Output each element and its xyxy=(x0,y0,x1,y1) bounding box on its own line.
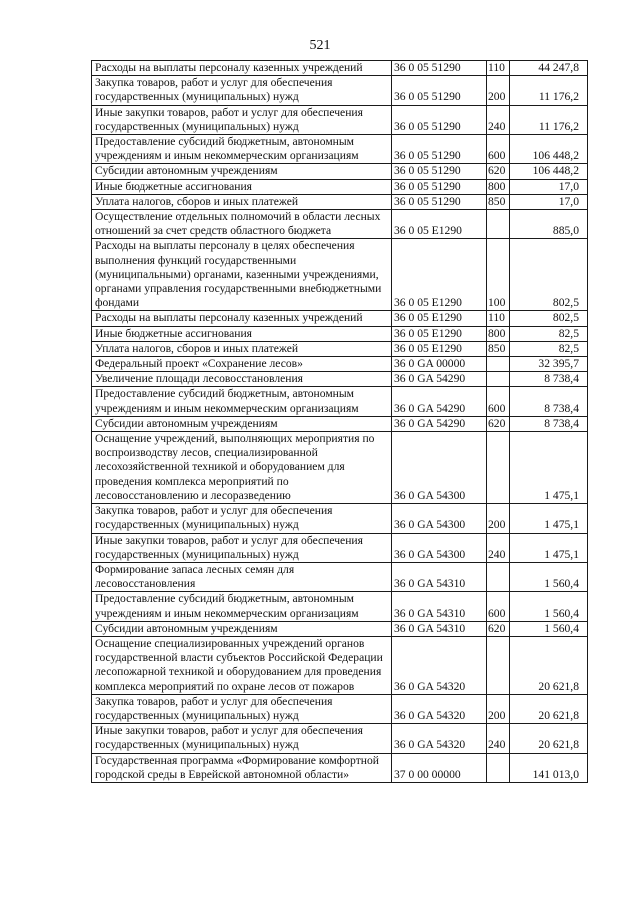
row-type-cell xyxy=(487,636,510,694)
row-sum-cell: 885,0 xyxy=(510,210,588,239)
row-name-cell: Иные бюджетные ассигнования xyxy=(92,179,392,194)
row-type-cell: 620 xyxy=(487,416,510,431)
row-type-cell: 800 xyxy=(487,179,510,194)
row-sum-cell: 141 013,0 xyxy=(510,753,588,782)
row-sum-cell: 1 560,4 xyxy=(510,621,588,636)
row-name-cell: Государственная программа «Формирование комфортной городской среды в Еврейской автономной области» xyxy=(92,753,392,782)
row-name-cell: Формирование запаса лесных семян для лесовосстановления xyxy=(92,562,392,591)
row-name-cell: Уплата налогов, сборов и иных платежей xyxy=(92,341,392,356)
row-name-cell: Иные закупки товаров, работ и услуг для обеспечения государственных (муниципальных) нужд xyxy=(92,533,392,562)
table-row xyxy=(92,416,588,431)
row-type-cell xyxy=(487,372,510,387)
row-code-cell: 36 0 05 51290 xyxy=(392,194,487,209)
table-row xyxy=(92,592,588,621)
row-type-cell: 110 xyxy=(487,311,510,326)
table-row xyxy=(92,61,588,76)
row-sum-cell: 106 448,2 xyxy=(510,135,588,164)
table-row xyxy=(92,210,588,239)
row-name-cell: Уплата налогов, сборов и иных платежей xyxy=(92,194,392,209)
row-name-cell: Расходы на выплаты персоналу казенных учреждений xyxy=(92,61,392,76)
row-code-cell: 36 0 GA 54300 xyxy=(392,533,487,562)
row-code-cell: 36 0 GA 54310 xyxy=(392,592,487,621)
row-sum-cell: 20 621,8 xyxy=(510,636,588,694)
row-code-cell: 36 0 05 E1290 xyxy=(392,210,487,239)
row-sum-cell: 8 738,4 xyxy=(510,387,588,416)
row-code-cell: 36 0 05 E1290 xyxy=(392,311,487,326)
row-type-cell: 200 xyxy=(487,504,510,533)
row-name-cell: Субсидии автономным учреждениям xyxy=(92,621,392,636)
table-row xyxy=(92,724,588,753)
table-row xyxy=(92,636,588,694)
row-code-cell: 36 0 05 51290 xyxy=(392,135,487,164)
row-code-cell: 36 0 GA 54320 xyxy=(392,724,487,753)
row-name-cell: Предоставление субсидий бюджетным, автономным учреждениям и иным некоммерческим организациям xyxy=(92,387,392,416)
row-type-cell: 600 xyxy=(487,387,510,416)
row-sum-cell: 82,5 xyxy=(510,326,588,341)
table-row xyxy=(92,753,588,782)
row-name-cell: Иные закупки товаров, работ и услуг для обеспечения государственных (муниципальных) нужд xyxy=(92,105,392,134)
table-row xyxy=(92,135,588,164)
table-row xyxy=(92,341,588,356)
row-name-cell: Оснащение специализированных учреждений органов государственной власти субъектов Российской Федерации лесопожарной техникой и оборудованием для проведения комплекса мероприятий по охране лесов от пожаров xyxy=(92,636,392,694)
row-sum-cell: 11 176,2 xyxy=(510,105,588,134)
row-name-cell: Расходы на выплаты персоналу казенных учреждений xyxy=(92,311,392,326)
row-sum-cell: 11 176,2 xyxy=(510,76,588,105)
row-sum-cell: 1 560,4 xyxy=(510,592,588,621)
table-row xyxy=(92,179,588,194)
page-number: 521 xyxy=(309,38,331,53)
row-name-cell: Предоставление субсидий бюджетным, автономным учреждениям и иным некоммерческим организациям xyxy=(92,592,392,621)
row-code-cell: 36 0 GA 54310 xyxy=(392,562,487,591)
row-sum-cell: 1 560,4 xyxy=(510,562,588,591)
row-code-cell: 36 0 GA 54290 xyxy=(392,387,487,416)
row-type-cell xyxy=(487,432,510,504)
row-sum-cell: 1 475,1 xyxy=(510,432,588,504)
budget-table xyxy=(91,60,588,783)
row-code-cell: 37 0 00 00000 xyxy=(392,753,487,782)
row-type-cell xyxy=(487,357,510,372)
table-row xyxy=(92,694,588,723)
table-row xyxy=(92,357,588,372)
row-code-cell: 36 0 GA 54300 xyxy=(392,432,487,504)
row-type-cell: 850 xyxy=(487,194,510,209)
row-sum-cell: 802,5 xyxy=(510,239,588,311)
table-row xyxy=(92,432,588,504)
row-type-cell: 110 xyxy=(487,61,510,76)
table-row xyxy=(92,621,588,636)
row-code-cell: 36 0 GA 54290 xyxy=(392,372,487,387)
row-type-cell: 100 xyxy=(487,239,510,311)
row-sum-cell: 802,5 xyxy=(510,311,588,326)
table-row xyxy=(92,239,588,311)
budget-table-body xyxy=(92,61,588,783)
row-type-cell xyxy=(487,210,510,239)
table-row xyxy=(92,533,588,562)
row-sum-cell: 106 448,2 xyxy=(510,164,588,179)
row-name-cell: Субсидии автономным учреждениям xyxy=(92,164,392,179)
row-code-cell: 36 0 05 51290 xyxy=(392,76,487,105)
row-type-cell: 240 xyxy=(487,105,510,134)
row-sum-cell: 1 475,1 xyxy=(510,533,588,562)
row-sum-cell: 20 621,8 xyxy=(510,724,588,753)
row-type-cell: 850 xyxy=(487,341,510,356)
row-sum-cell: 17,0 xyxy=(510,179,588,194)
table-row xyxy=(92,326,588,341)
row-type-cell xyxy=(487,562,510,591)
row-name-cell: Предоставление субсидий бюджетным, автономным учреждениям и иным некоммерческим организациям xyxy=(92,135,392,164)
row-name-cell: Субсидии автономным учреждениям xyxy=(92,416,392,431)
row-name-cell: Федеральный проект «Сохранение лесов» xyxy=(92,357,392,372)
row-sum-cell: 8 738,4 xyxy=(510,372,588,387)
row-code-cell: 36 0 05 51290 xyxy=(392,179,487,194)
row-code-cell: 36 0 05 51290 xyxy=(392,164,487,179)
row-sum-cell: 32 395,7 xyxy=(510,357,588,372)
table-row xyxy=(92,76,588,105)
table-row xyxy=(92,164,588,179)
row-sum-cell: 1 475,1 xyxy=(510,504,588,533)
row-sum-cell: 82,5 xyxy=(510,341,588,356)
row-name-cell: Увеличение площади лесовосстановления xyxy=(92,372,392,387)
row-name-cell: Закупка товаров, работ и услуг для обеспечения государственных (муниципальных) нужд xyxy=(92,694,392,723)
row-code-cell: 36 0 GA 54290 xyxy=(392,416,487,431)
row-type-cell: 600 xyxy=(487,592,510,621)
row-type-cell: 600 xyxy=(487,135,510,164)
table-row xyxy=(92,504,588,533)
row-sum-cell: 8 738,4 xyxy=(510,416,588,431)
row-name-cell: Осуществление отдельных полномочий в области лесных отношений за счет средств областного бюджета xyxy=(92,210,392,239)
row-type-cell: 620 xyxy=(487,164,510,179)
row-sum-cell: 20 621,8 xyxy=(510,694,588,723)
table-row xyxy=(92,105,588,134)
table-row xyxy=(92,387,588,416)
row-name-cell: Иные закупки товаров, работ и услуг для обеспечения государственных (муниципальных) нужд xyxy=(92,724,392,753)
row-type-cell: 240 xyxy=(487,533,510,562)
row-name-cell: Расходы на выплаты персоналу в целях обеспечения выполнения функций государственными (муниципальными) органами, казенными учреждениями, органами управления государственными внебюджетными фондами xyxy=(92,239,392,311)
table-row xyxy=(92,194,588,209)
row-code-cell: 36 0 05 E1290 xyxy=(392,326,487,341)
row-type-cell xyxy=(487,753,510,782)
row-type-cell: 800 xyxy=(487,326,510,341)
row-type-cell: 240 xyxy=(487,724,510,753)
table-row xyxy=(92,372,588,387)
row-name-cell: Закупка товаров, работ и услуг для обеспечения государственных (муниципальных) нужд xyxy=(92,504,392,533)
row-code-cell: 36 0 05 51290 xyxy=(392,105,487,134)
row-sum-cell: 17,0 xyxy=(510,194,588,209)
row-name-cell: Оснащение учреждений, выполняющих мероприятия по воспроизводству лесов, специализированной лесохозяйственной техникой и оборудованием для проведения комплекса мероприятий по лесовосстановлению и лесоразведению xyxy=(92,432,392,504)
row-type-cell: 620 xyxy=(487,621,510,636)
row-name-cell: Закупка товаров, работ и услуг для обеспечения государственных (муниципальных) нужд xyxy=(92,76,392,105)
row-type-cell: 200 xyxy=(487,694,510,723)
row-code-cell: 36 0 GA 54300 xyxy=(392,504,487,533)
row-code-cell: 36 0 GA 54320 xyxy=(392,636,487,694)
row-name-cell: Иные бюджетные ассигнования xyxy=(92,326,392,341)
row-code-cell: 36 0 GA 00000 xyxy=(392,357,487,372)
row-code-cell: 36 0 05 E1290 xyxy=(392,239,487,311)
row-code-cell: 36 0 GA 54310 xyxy=(392,621,487,636)
table-row xyxy=(92,311,588,326)
row-type-cell: 200 xyxy=(487,76,510,105)
row-code-cell: 36 0 05 51290 xyxy=(392,61,487,76)
row-sum-cell: 44 247,8 xyxy=(510,61,588,76)
row-code-cell: 36 0 GA 54320 xyxy=(392,694,487,723)
table-row xyxy=(92,562,588,591)
row-code-cell: 36 0 05 E1290 xyxy=(392,341,487,356)
